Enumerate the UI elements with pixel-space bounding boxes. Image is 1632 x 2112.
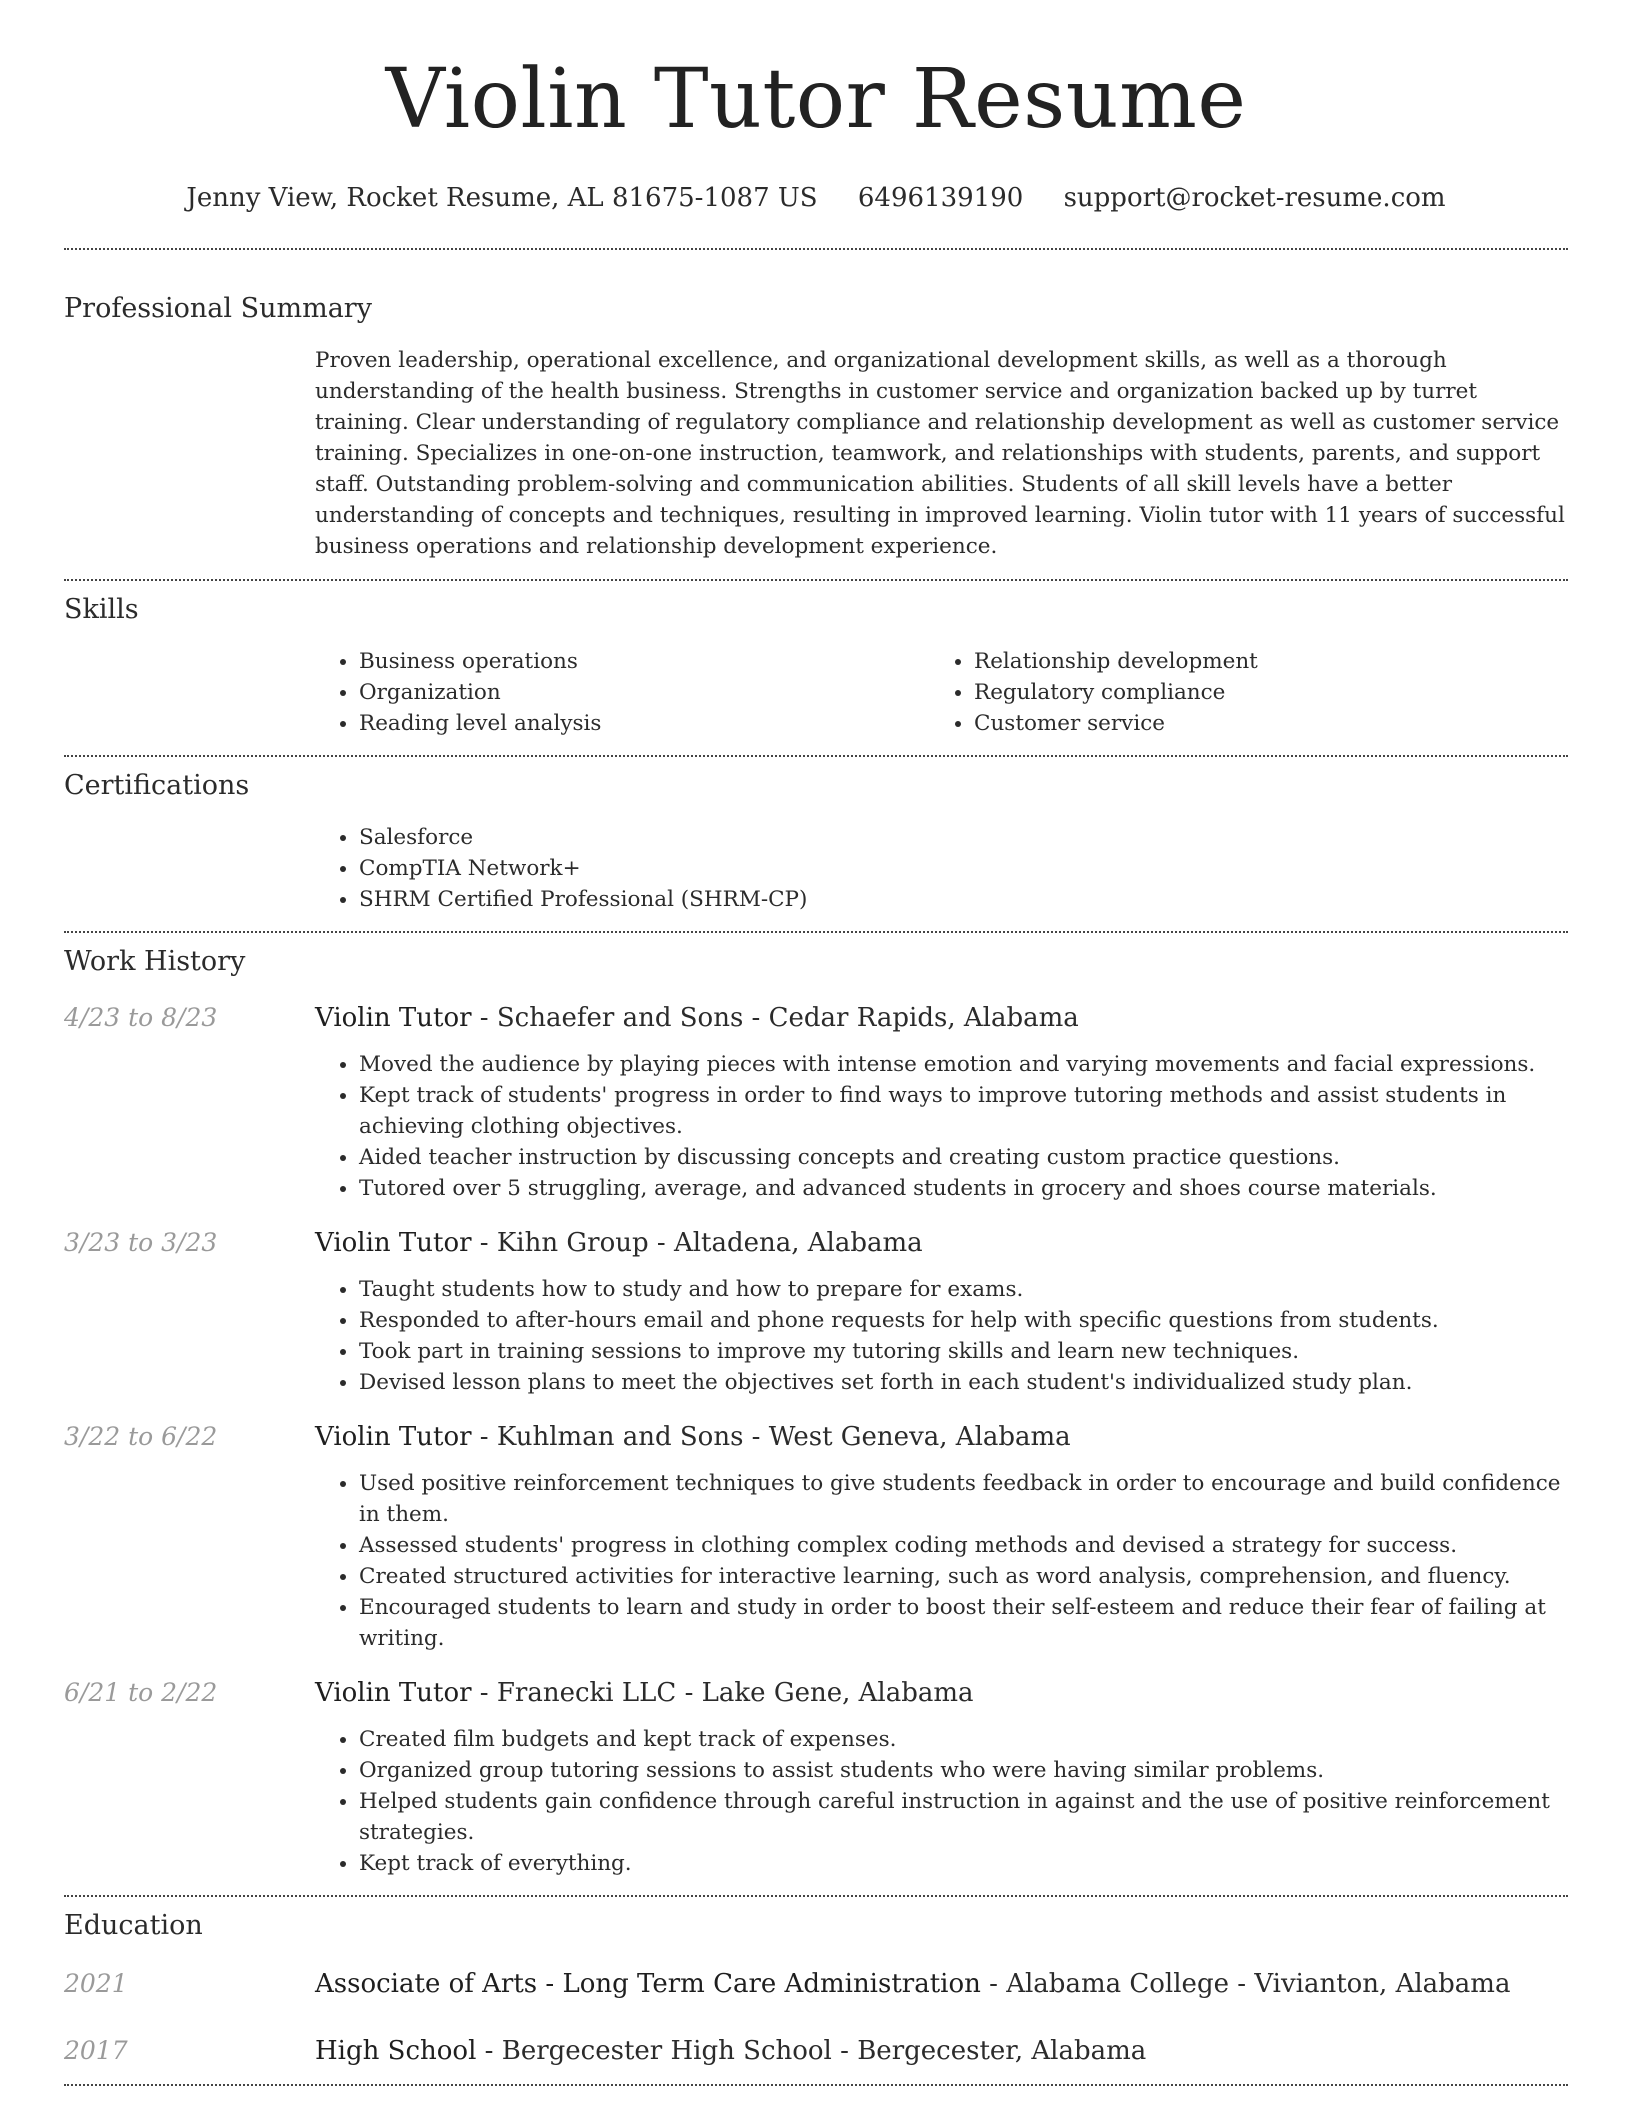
job-title: Violin Tutor (315, 1678, 472, 1708)
job-bullet: • Devised lesson plans to meet the objectives set forth in each student's individualized study plan. (359, 1367, 1568, 1398)
job-title: Violin Tutor (315, 1228, 472, 1258)
job-bullet: • Took part in training sessions to improve my tutoring skills and learn new techniques. (359, 1336, 1568, 1367)
skill-item: • Customer service (974, 708, 1545, 739)
job-bullet: • Created structured activities for interactive learning, such as word analysis, comprehension, and fluency. (359, 1561, 1568, 1592)
job-location: Lake Gene, Alabama (701, 1678, 974, 1708)
divider (64, 1895, 1568, 1897)
job-company: Kuhlman and Sons (496, 1422, 744, 1452)
education-entry (64, 1967, 1568, 2001)
job-location: Cedar Rapids, Alabama (768, 1003, 1079, 1033)
skills-heading: Skills (64, 594, 139, 625)
work-history-heading: Work History (64, 946, 246, 977)
job-bullet: • Tutored over 5 struggling, average, and advanced students in grocery and shoes course materials. (359, 1173, 1568, 1204)
resume-page (64, 0, 1568, 2086)
job-bullet: • Organized group tutoring sessions to assist students who were having similar problems. (359, 1755, 1568, 1786)
resume-title: Violin Tutor Resume (385, 52, 1247, 147)
job-company: Schaefer and Sons (496, 1003, 744, 1033)
job-heading: Violin Tutor - Kuhlman and Sons - West Geneva, Alabama (315, 1422, 1071, 1452)
job-dates: 3/23 to 3/23 (64, 1228, 218, 1257)
divider (64, 755, 1568, 757)
job-title: Violin Tutor (315, 1003, 472, 1033)
skill-item: • Business operations (359, 646, 930, 677)
job-bullet: • Responded to after-hours email and phone requests for help with specific questions from students. (359, 1305, 1568, 1336)
education-location: Vivianton, Alabama (1254, 1969, 1511, 1999)
divider (64, 2084, 1568, 2086)
divider (64, 248, 1568, 250)
job-bullet: • Moved the audience by playing pieces with intense emotion and varying movements and facial expressions. (359, 1049, 1568, 1080)
job-bullet: • Kept track of students' progress in order to find ways to improve tutoring methods and assist students in achieving clothing objectives. (359, 1080, 1568, 1142)
education-school: Bergecester High School (501, 2036, 832, 2066)
skills-column-right (930, 646, 1545, 739)
job-entry (64, 1226, 1568, 1398)
job-heading: Violin Tutor - Franecki LLC - Lake Gene, Alabama (315, 1678, 974, 1708)
certification-item: • Salesforce (359, 822, 1568, 853)
job-heading: Violin Tutor - Schaefer and Sons - Cedar Rapids, Alabama (315, 1003, 1079, 1033)
education-heading: Education (64, 1910, 203, 1941)
summary-text: Proven leadership, operational excellence, and organizational development skills, as well as a thorough understanding of the health business. Strengths in customer service and organization backed up by turret training. Clear understanding of regulatory compliance and relationship development as well as customer service training. Specializes in one-on-one instruction, teamwork, and relationships with students, parents, and support staff. Outstanding problem-solving and communication abilities. Students of all skill levels have a better understanding of concepts and techniques, resulting in improved learning. Violin tutor with 11 years of successful business operations and relationship development experience. (315, 348, 1565, 559)
job-company: Franecki LLC (496, 1678, 677, 1708)
job-bullets (315, 1724, 1568, 1879)
education-year: 2021 (64, 1969, 128, 1998)
skill-item: • Relationship development (974, 646, 1545, 677)
certification-item: • SHRM Certified Professional (SHRM-CP) (359, 884, 1568, 915)
job-bullet: • Taught students how to study and how to prepare for exams. (359, 1274, 1568, 1305)
job-bullets (315, 1274, 1568, 1398)
job-bullet: • Created film budgets and kept track of expenses. (359, 1724, 1568, 1755)
job-bullet: • Kept track of everything. (359, 1848, 1568, 1879)
job-bullets (315, 1468, 1568, 1654)
education-entry (64, 2034, 1568, 2068)
job-title: Violin Tutor (315, 1422, 472, 1452)
skill-item: • Reading level analysis (359, 708, 930, 739)
job-bullet: • Used positive reinforcement techniques to give students feedback in order to encourage and build confidence in them. (359, 1468, 1568, 1530)
job-bullet: • Helped students gain confidence through careful instruction in against and the use of positive reinforcement strategies. (359, 1786, 1568, 1848)
education-location: Bergecester, Alabama (857, 2036, 1147, 2066)
education-school: Alabama College (1006, 1969, 1229, 1999)
certifications-heading: Certifications (64, 770, 250, 801)
summary-heading: Professional Summary (64, 293, 372, 324)
contact-line (64, 182, 1568, 214)
job-bullet: • Encouraged students to learn and study in order to boost their self-esteem and reduce their fear of failing at writing. (359, 1592, 1568, 1654)
skill-item: • Regulatory compliance (974, 677, 1545, 708)
divider (64, 579, 1568, 581)
job-company: Kihn Group (496, 1228, 649, 1258)
education-heading-line: Associate of Arts - Long Term Care Administration - Alabama College - Vivianton, Alabama (315, 1969, 1511, 1999)
education-degree: High School (315, 2036, 477, 2066)
job-dates: 4/23 to 8/23 (64, 1003, 218, 1032)
contact-phone: 6496139190 (857, 183, 1024, 213)
divider (64, 931, 1568, 933)
job-entry (64, 1001, 1568, 1204)
skills-list (315, 646, 1568, 739)
skills-column-left (315, 646, 930, 739)
skill-item: • Organization (359, 677, 930, 708)
contact-address: Jenny View, Rocket Resume, AL 81675-1087 US (186, 183, 818, 213)
job-dates: 3/22 to 6/22 (64, 1422, 218, 1451)
job-bullets (315, 1049, 1568, 1204)
job-heading: Violin Tutor - Kihn Group - Altadena, Alabama (315, 1228, 923, 1258)
contact-email: support@rocket-resume.com (1063, 183, 1446, 213)
education-year: 2017 (64, 2036, 128, 2065)
job-bullet: • Aided teacher instruction by discussing concepts and creating custom practice questions. (359, 1142, 1568, 1173)
education-heading-line: High School - Bergecester High School - Bergecester, Alabama (315, 2036, 1147, 2066)
job-entry (64, 1420, 1568, 1654)
certifications-list (315, 822, 1568, 915)
job-entry (64, 1676, 1568, 1879)
certification-item: • CompTIA Network+ (359, 853, 1568, 884)
job-dates: 6/21 to 2/22 (64, 1678, 218, 1707)
job-bullet: • Assessed students' progress in clothing complex coding methods and devised a strategy for success. (359, 1530, 1568, 1561)
job-location: Altadena, Alabama (673, 1228, 923, 1258)
education-degree: Associate of Arts - Long Term Care Administration (315, 1969, 981, 1999)
job-location: West Geneva, Alabama (768, 1422, 1071, 1452)
